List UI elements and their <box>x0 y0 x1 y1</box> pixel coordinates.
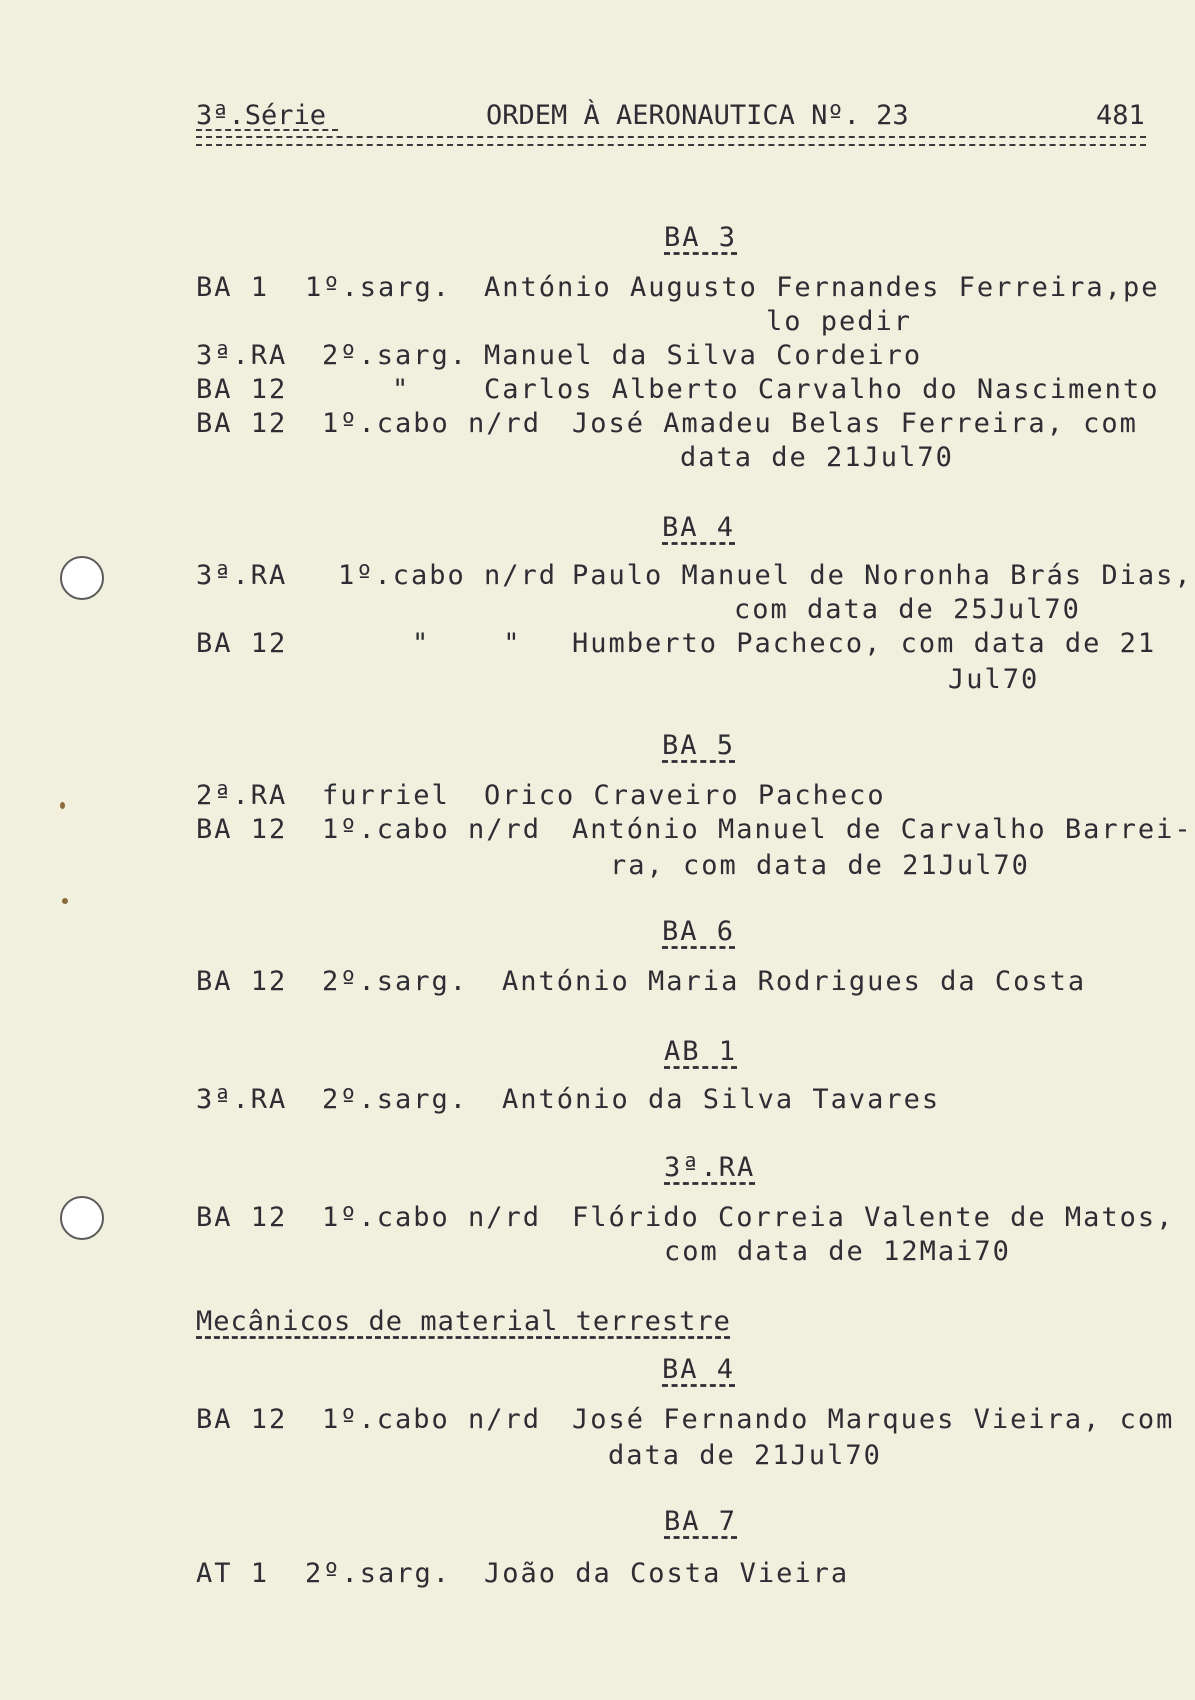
entry-name: Orico Craveiro Pacheco <box>484 780 886 811</box>
entry-rank: 2º.sarg. <box>322 340 469 371</box>
section-heading-terrestre-ba7: BA 7 <box>664 1506 738 1537</box>
entry-rank: furriel <box>322 780 450 811</box>
entry-unit: 3ª.RA <box>196 1084 288 1115</box>
entry-unit: BA 12 <box>196 1404 288 1435</box>
header-double-rule <box>196 136 1146 146</box>
entry-unit: 3ª.RA <box>196 560 288 591</box>
entry-unit: BA 12 <box>196 1202 288 1233</box>
entry-name: João da Costa Vieira <box>484 1558 850 1589</box>
entry-rank: 1º.cabo n/rd <box>322 1404 542 1435</box>
header-series: 3ª.Série <box>196 100 327 131</box>
entry-rank: 2º.sarg. <box>322 966 469 997</box>
entry-continuation: com data de 12Mai70 <box>664 1236 1011 1267</box>
entry-unit: AT 1 <box>196 1558 270 1589</box>
header-title: ORDEM À AERONAUTICA Nº. 23 <box>486 100 909 131</box>
section-heading-ba5: BA 5 <box>662 730 736 761</box>
entry-name: José Fernando Marques Vieira, com <box>572 1404 1175 1435</box>
entry-unit: BA 12 <box>196 966 288 997</box>
entry-rank: 1º.cabo n/rd <box>338 560 558 591</box>
entry-unit: 2ª.RA <box>196 780 288 811</box>
entry-name: Humberto Pacheco, com data de 21 <box>572 628 1157 659</box>
entry-name: Paulo Manuel de Noronha Brás Dias, <box>572 560 1193 591</box>
paper-speck <box>62 898 68 904</box>
entry-name: José Amadeu Belas Ferreira, com <box>572 408 1138 439</box>
section-heading-terrestre-ba4: BA 4 <box>662 1354 736 1385</box>
punch-hole-bottom <box>60 1196 104 1240</box>
entry-continuation: lo pedir <box>766 306 913 337</box>
section-heading-ba4: BA 4 <box>662 512 736 543</box>
entry-rank: 1º.cabo n/rd <box>322 1202 542 1233</box>
entry-name: Carlos Alberto Carvalho do Nascimento <box>484 374 1160 405</box>
entry-continuation: data de 21Jul70 <box>680 442 954 473</box>
entry-unit: BA 12 <box>196 408 288 439</box>
entry-unit: BA 12 <box>196 628 288 659</box>
entry-unit: 3ª.RA <box>196 340 288 371</box>
entry-rank: 2º.sarg. <box>322 1084 469 1115</box>
header-page-number: 481 <box>1096 100 1145 131</box>
entry-name: Manuel da Silva Cordeiro <box>484 340 923 371</box>
section-heading-ba6: BA 6 <box>662 916 736 947</box>
entry-name: António Maria Rodrigues da Costa <box>502 966 1087 997</box>
entry-continuation: com data de 25Jul70 <box>734 594 1081 625</box>
category-title: Mecânicos de material terrestre <box>196 1306 731 1337</box>
entry-name: Flórido Correia Valente de Matos, <box>572 1202 1175 1233</box>
entry-rank: 1º.sarg. <box>305 272 452 303</box>
section-heading-3ra: 3ª.RA <box>664 1152 756 1183</box>
entry-unit: BA 12 <box>196 814 288 845</box>
entry-unit: BA 1 <box>196 272 270 303</box>
entry-rank: 1º.cabo n/rd <box>322 408 542 439</box>
series-underline <box>196 129 338 131</box>
entry-continuation: data de 21Jul70 <box>608 1440 882 1471</box>
entry-continuation: ra, com data de 21Jul70 <box>610 850 1030 881</box>
entry-name: António Manuel de Carvalho Barrei- <box>572 814 1193 845</box>
entry-rank: 2º.sarg. <box>305 1558 452 1589</box>
entry-rank: " <box>392 374 411 405</box>
entry-name: António Augusto Fernandes Ferreira,pe <box>484 272 1160 303</box>
punch-hole-top <box>60 556 104 600</box>
paper-speck <box>60 802 65 809</box>
entry-unit: BA 12 <box>196 374 288 405</box>
section-heading-ab1: AB 1 <box>664 1036 738 1067</box>
entry-rank: " " <box>412 628 522 659</box>
section-heading-ba3: BA 3 <box>664 222 738 253</box>
entry-continuation: Jul70 <box>948 664 1040 695</box>
entry-rank: 1º.cabo n/rd <box>322 814 542 845</box>
entry-name: António da Silva Tavares <box>502 1084 941 1115</box>
